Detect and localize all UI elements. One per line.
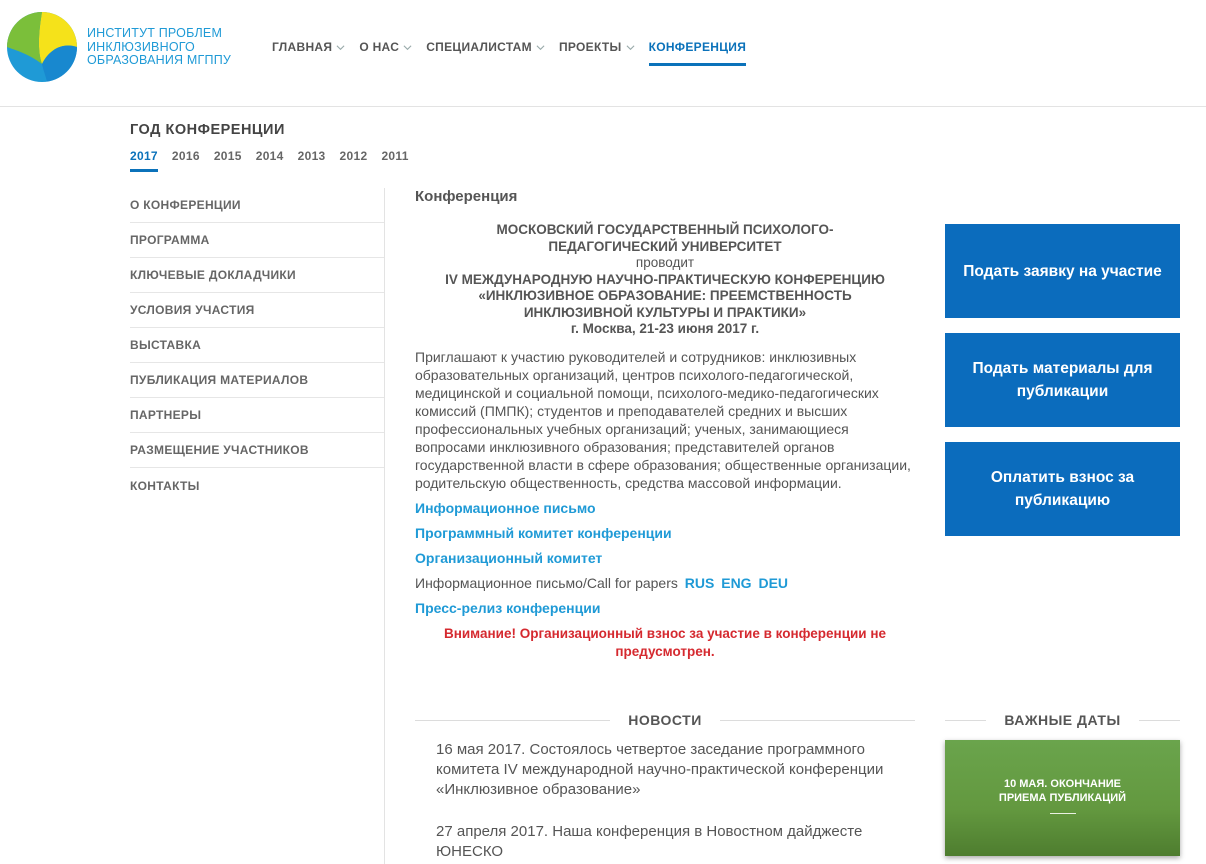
page-title: Конференция — [415, 188, 518, 205]
sidebar-item-partners[interactable]: ПАРТНЕРЫ — [130, 398, 384, 433]
call-for-papers-label: Информационное письмо/Call for papers — [415, 574, 678, 591]
fee-warning: Внимание! Организационный взнос за участие в конференции не предусмотрен. — [443, 625, 887, 659]
press-release-link[interactable]: Пресс-релиз конференции — [415, 599, 601, 616]
pay-fee-button[interactable]: Оплатить взнос за публикацию — [945, 442, 1180, 536]
chevron-down-icon — [336, 43, 345, 52]
site-header — [0, 0, 1206, 107]
program-committee-link[interactable]: Программный комитет конференции — [415, 524, 672, 541]
conference-year-heading: ГОД КОНФЕРЕНЦИИ — [130, 122, 285, 138]
logo-line-1: ИНСТИТУТ ПРОБЛЕМ — [87, 26, 223, 40]
org-committee-link[interactable]: Организационный комитет — [415, 549, 603, 566]
news-title: НОВОСТИ — [628, 712, 702, 728]
nav-item-specialists[interactable] — [426, 38, 545, 56]
nav-label: ПРОЕКТЫ — [558, 40, 622, 54]
chevron-down-icon — [536, 43, 545, 52]
conference-name-line-1: IV МЕЖДУНАРОДНУЮ НАУЧНО-ПРАКТИЧЕСКУЮ КОНФЕРЕНЦИЮ — [445, 271, 885, 287]
news-heading — [415, 712, 915, 728]
institute-name[interactable] — [87, 27, 231, 68]
divider — [1139, 720, 1180, 721]
important-dates-heading — [945, 712, 1180, 728]
organizer-line-1: МОСКОВСКИЙ ГОСУДАРСТВЕННЫЙ ПСИХОЛОГО- — [496, 222, 834, 237]
organizer-line-2: ПЕДАГОГИЧЕСКИЙ УНИВЕРСИТЕТ — [548, 238, 782, 254]
divider — [945, 720, 986, 721]
date-card-line-1: 10 МАЯ. ОКОНЧАНИЕ — [1003, 778, 1122, 790]
sidebar-item-accommodation[interactable]: РАЗМЕЩЕНИЕ УЧАСТНИКОВ — [130, 433, 384, 468]
column-divider — [384, 188, 385, 864]
nav-item-conference[interactable] — [649, 38, 747, 56]
sidebar-item-contacts[interactable]: КОНТАКТЫ — [130, 478, 200, 493]
date-card-divider — [1050, 813, 1076, 814]
logo-line-2: ИНКЛЮЗИВНОГО — [87, 39, 195, 54]
chevron-down-icon — [626, 43, 635, 52]
news-item[interactable]: 27 апреля 2017. Наша конференция в Новостном дайджесте ЮНЕСКО — [436, 823, 863, 860]
logo-line-3: ОБРАЗОВАНИЯ МГППУ — [87, 53, 232, 67]
cfp-lang-rus-link[interactable]: RUS — [684, 574, 715, 591]
nav-item-projects[interactable] — [559, 38, 635, 56]
news-item[interactable]: 16 мая 2017. Состоялось четвертое заседание программного комитета IV международной научно-практической конференции «Инклюзивное образование» — [436, 741, 884, 798]
year-tab-2012[interactable]: 2012 — [339, 149, 368, 163]
cfp-lang-deu-link[interactable]: DEU — [758, 574, 789, 591]
conference-place-date: г. Москва, 21-23 июня 2017 г. — [570, 321, 760, 336]
nav-item-home[interactable] — [272, 38, 345, 56]
call-for-papers-row — [415, 574, 915, 592]
year-tab-2013[interactable]: 2013 — [297, 149, 326, 163]
main-content — [415, 188, 915, 661]
conference-name-line-3: ИНКЛЮЗИВНОЙ КУЛЬТУРЫ И ПРАКТИКИ» — [523, 304, 807, 320]
sidebar-item-exhibition[interactable]: ВЫСТАВКА — [130, 328, 384, 363]
cfp-lang-eng-link[interactable]: ENG — [721, 574, 752, 591]
nav-label: О НАС — [359, 40, 400, 54]
important-dates-title: ВАЖНЫЕ ДАТЫ — [1004, 712, 1121, 728]
year-tab-2015[interactable]: 2015 — [213, 149, 242, 163]
sidebar-item-publication[interactable]: ПУБЛИКАЦИЯ МАТЕРИАЛОВ — [130, 363, 384, 398]
nav-item-about[interactable] — [359, 38, 412, 56]
info-letter-link[interactable]: Информационное письмо — [415, 499, 596, 516]
news-list — [436, 740, 906, 864]
divider — [415, 720, 610, 721]
year-tabs — [130, 149, 423, 172]
important-date-card[interactable] — [945, 740, 1180, 856]
sidebar-item-program[interactable]: ПРОГРАММА — [130, 223, 384, 258]
divider — [720, 720, 915, 721]
institute-logo-icon[interactable] — [7, 12, 77, 82]
main-nav — [272, 38, 760, 56]
date-card-line-2: ПРИЕМА ПУБЛИКАЦИЙ — [998, 792, 1127, 804]
sidebar-item-about-conference[interactable]: О КОНФЕРЕНЦИИ — [130, 188, 384, 223]
invitation-text: Приглашают к участию руководителей и сотрудников: инклюзивных образовательных организаций, центров психолого-педагогической, медицинской и социальной помощи, психолого-медико-педагогических комиссий (ПМПК); студентов и преподавателей средних и высших профессиональных учебных организаций; ученых, занимающиеся вопросами инклюзивного образования; представителей органов государственной власти в сфере образования; общественные организации, родительскую общественность, средства массовой информации. — [415, 348, 911, 491]
conference-sidebar — [130, 188, 384, 503]
nav-label: КОНФЕРЕНЦИЯ — [648, 40, 747, 54]
sidebar-item-participation-terms[interactable]: УСЛОВИЯ УЧАСТИЯ — [130, 293, 384, 328]
apply-button[interactable]: Подать заявку на участие — [945, 224, 1180, 318]
chevron-down-icon — [403, 43, 412, 52]
conference-announcement — [415, 222, 915, 338]
year-tab-2017[interactable]: 2017 — [130, 149, 158, 172]
nav-label: СПЕЦИАЛИСТАМ — [426, 40, 532, 54]
submit-materials-button[interactable]: Подать материалы для публикации — [945, 333, 1180, 427]
conference-name-line-2: «ИНКЛЮЗИВНОЕ ОБРАЗОВАНИЕ: ПРЕЕМСТВЕННОСТЬ — [478, 288, 852, 303]
nav-label: ГЛАВНАЯ — [272, 40, 333, 54]
conducts-text: проводит — [635, 255, 695, 270]
sidebar-item-keynote-speakers[interactable]: КЛЮЧЕВЫЕ ДОКЛАДЧИКИ — [130, 258, 384, 293]
year-tab-2014[interactable]: 2014 — [255, 149, 284, 163]
year-tab-2011[interactable]: 2011 — [381, 149, 409, 163]
year-tab-2016[interactable]: 2016 — [171, 149, 200, 163]
